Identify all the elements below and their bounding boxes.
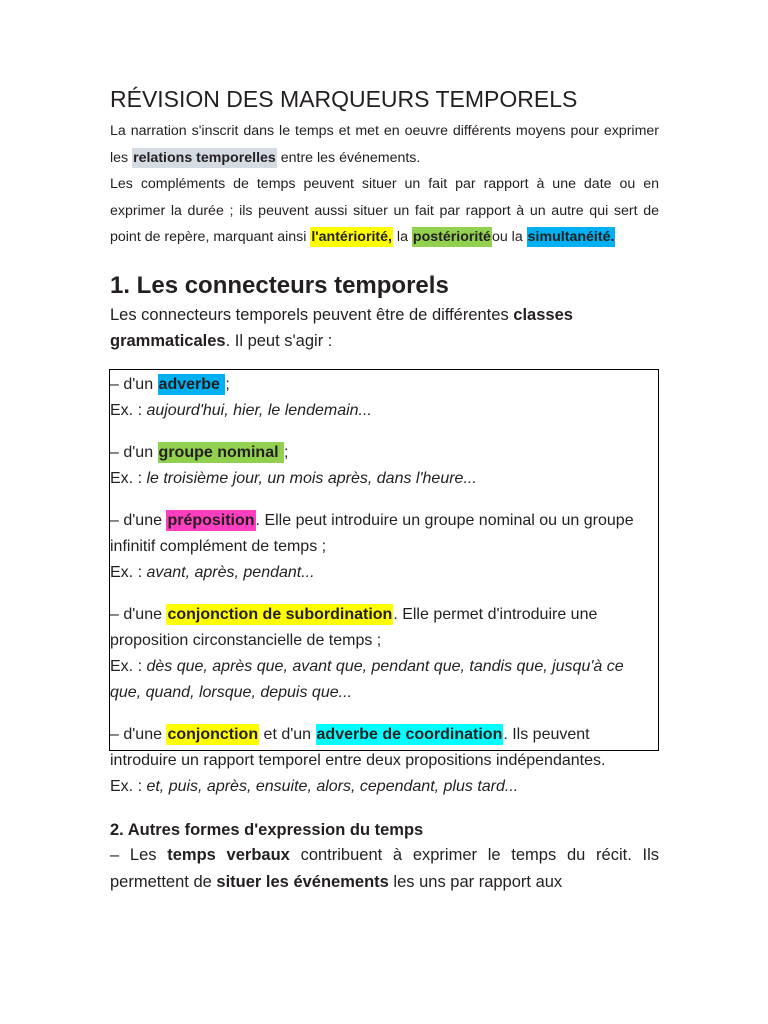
section-1-lead: Les connecteurs temporels peuvent être de différentes classes grammaticales. Il peut s'agir : (110, 306, 573, 350)
list-item-preposition: – d'une préposition. Elle peut introduire un groupe nominal ou un groupe infinitif complément de temps ; Ex. : avant, après, pendant... (110, 512, 634, 581)
highlight-adverbe: adverbe (158, 376, 225, 393)
highlight-adverbe-coordination: adverbe de coordination (316, 726, 503, 743)
example-coordination: et, puis, après, ensuite, alors, cependant, plus tard... (146, 778, 519, 795)
example-groupe-nominal: le troisième jour, un mois après, dans l'heure... (146, 470, 477, 487)
intro-paragraph-2: Les compléments de temps peuvent situer un fait par rapport à une date ou en exprimer la durée ; ils peuvent aussi situer un fait par rapport à un autre qui sert de point de repère, marquant ainsi l'antériorité, la postérioritéou la simultanéité. (110, 176, 659, 245)
page-title: RÉVISION DES MARQUEURS TEMPORELS (110, 86, 578, 112)
bold-classes-grammaticales: classes grammaticales (110, 306, 573, 350)
highlight-groupe-nominal: groupe nominal (158, 444, 283, 461)
list-item-groupe-nominal: – d'un groupe nominal ; Ex. : le troisième jour, un mois après, dans l'heure... (110, 444, 477, 487)
list-item-coordination: – d'une conjonction et d'un adverbe de coordination. Ils peuvent introduire un rapport temporel entre deux propositions indépendantes. Ex. : et, puis, après, ensuite, alors, cependant, plus tard... (110, 726, 606, 795)
highlight-relations-temporelles: relations temporelles (133, 149, 276, 166)
example-preposition: avant, après, pendant... (146, 564, 315, 581)
section-2-paragraph: – Les temps verbaux contribuent à exprimer le temps du récit. Ils permettent de situer les événements les uns par rapport aux (110, 846, 659, 891)
example-conjonction-subordination: dès que, après que, avant que, pendant que, tandis que, jusqu'à ce que, quand, lorsque, depuis que... (110, 658, 624, 701)
list-item-conjonction-subordination: – d'une conjonction de subordination. Elle permet d'introduire une proposition circonstancielle de temps ; Ex. : dès que, après que, avant que, pendant que, tandis que, jusqu'à ce que, quand, lorsque, depuis que... (110, 606, 624, 701)
list-item-adverbe: – d'un adverbe ; Ex. : aujourd'hui, hier, le lendemain... (110, 376, 372, 419)
highlight-conjonction-subordination: conjonction de subordination (167, 606, 393, 623)
example-adverbe: aujourd'hui, hier, le lendemain... (146, 402, 372, 419)
section-2-heading: 2. Autres formes d'expression du temps (110, 821, 424, 839)
intro-paragraph-1: La narration s'inscrit dans le temps et met en oeuvre différents moyens pour exprimer les relations temporelles entre les événements. (110, 123, 659, 166)
bold-situer-les-evenements: situer les événements (216, 873, 389, 891)
highlight-anteriorite: l'antériorité, (311, 229, 392, 245)
intro-paragraphs (110, 118, 659, 251)
connectors-list (110, 372, 659, 800)
highlight-simultaneite: simultanéité. (527, 229, 615, 245)
highlight-conjonction: conjonction (167, 726, 259, 743)
section-1-heading: 1. Les connecteurs temporels (110, 272, 449, 299)
highlight-posteriorite: postériorité (412, 229, 491, 245)
bold-temps-verbaux: temps verbaux (167, 846, 290, 864)
highlight-preposition: préposition (167, 512, 255, 529)
